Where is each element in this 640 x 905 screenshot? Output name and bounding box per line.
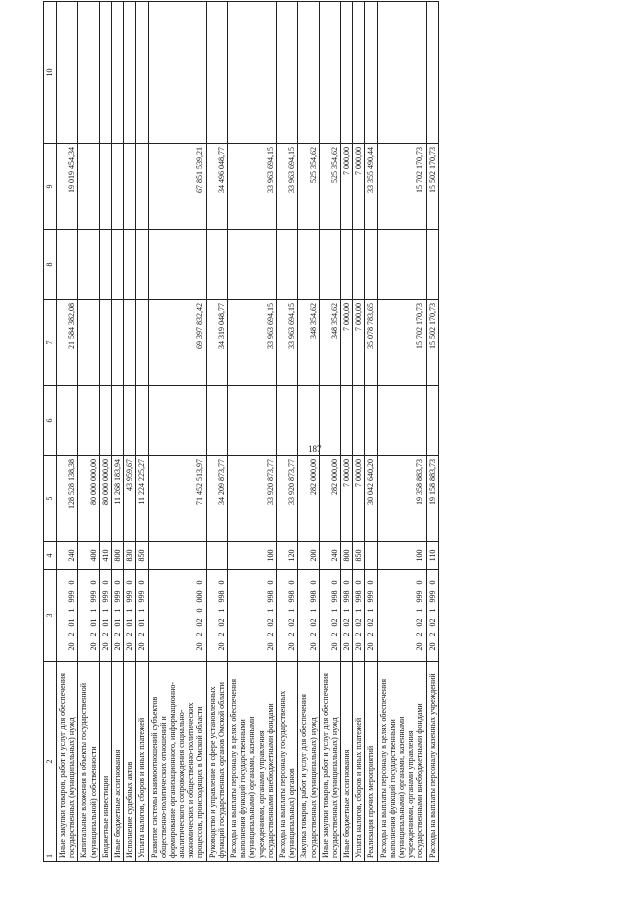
kvr-cell: 830 [124, 542, 136, 570]
amount-cell: 34 209 873,77 [206, 456, 227, 542]
kvr-cell [365, 542, 377, 570]
amount-cell: 80 000 000,00 [99, 456, 111, 542]
amount-cell [319, 2, 340, 144]
amount-cell [78, 144, 99, 230]
kvr-cell: 800 [111, 542, 123, 570]
kvr-cell: 240 [319, 542, 340, 570]
amount-cell: 348 354,62 [298, 300, 319, 386]
table-row [341, 2, 353, 862]
amount-cell [377, 2, 426, 144]
amount-cell [111, 144, 123, 230]
amount-cell [99, 386, 111, 456]
amount-cell: 19 158 883,73 [426, 456, 438, 542]
table-row [319, 2, 340, 862]
name-cell: Развитие системы взаимоотношений субъектов общественно-политических отношений и формирование организационного, информационно-аналитического сопровождения социально-экономических и общественно-политических процессов, происходящих в Омской области [148, 662, 206, 862]
amount-cell: 33 963 694,15 [276, 300, 297, 386]
amount-cell [111, 386, 123, 456]
kvr-cell: 410 [99, 542, 111, 570]
kvr-cell: 120 [276, 542, 297, 570]
amount-cell: 15 702 170,73 [377, 300, 426, 386]
header-cell: 4 [44, 542, 57, 570]
page-number: 187 [308, 444, 322, 454]
amount-cell: 33 963 694,15 [228, 300, 277, 386]
table-row [111, 2, 123, 862]
amount-cell [111, 300, 123, 386]
budget-table [43, 1, 439, 862]
amount-cell: 67 851 539,21 [148, 144, 206, 230]
header-cell: 2 [44, 662, 57, 862]
name-cell: Расходы на выплаты персоналу казенных учреждений [426, 662, 438, 862]
amount-cell [298, 2, 319, 144]
table-row [298, 2, 319, 862]
amount-cell [124, 386, 136, 456]
amount-cell [276, 386, 297, 456]
amount-cell: 30 042 640,20 [365, 456, 377, 542]
amount-cell [365, 230, 377, 300]
amount-cell [341, 230, 353, 300]
amount-cell: 7 000,00 [353, 144, 365, 230]
kvr-cell: 110 [426, 542, 438, 570]
code-cell: 20 2 01 1 999 0 [136, 570, 148, 662]
amount-cell: 33 920 873,77 [276, 456, 297, 542]
name-cell: Исполнение судебных актов [124, 662, 136, 862]
code-cell: 20 2 02 1 998 0 [298, 570, 319, 662]
table-row [206, 2, 227, 862]
header-cell: 9 [44, 144, 57, 230]
amount-cell [78, 386, 99, 456]
amount-cell [228, 386, 277, 456]
amount-cell: 43 959,67 [124, 456, 136, 542]
amount-cell [426, 230, 438, 300]
name-cell: Бюджетные инвестиции [99, 662, 111, 862]
amount-cell [298, 386, 319, 456]
amount-cell: 33 963 694,15 [228, 144, 277, 230]
amount-cell: 80 000 000,00 [78, 456, 99, 542]
amount-cell [99, 144, 111, 230]
amount-cell [78, 2, 99, 144]
table-row [228, 2, 277, 862]
amount-cell [426, 2, 438, 144]
amount-cell [298, 230, 319, 300]
name-cell: Капитальные вложения в объекты государственной (муниципальной) собственности [78, 662, 99, 862]
amount-cell [111, 2, 123, 144]
code-cell: 20 2 02 1 999 0 [365, 570, 377, 662]
amount-cell [206, 2, 227, 144]
header-cell: 6 [44, 386, 57, 456]
kvr-cell: 850 [136, 542, 148, 570]
name-cell: Иные бюджетные ассигнования [111, 662, 123, 862]
amount-cell [353, 230, 365, 300]
amount-cell: 15 702 170,73 [377, 144, 426, 230]
name-cell: Расходы на выплаты персоналу государственных (муниципальных) органов [276, 662, 297, 862]
amount-cell: 11 268 183,94 [111, 456, 123, 542]
table-row [57, 2, 78, 862]
amount-cell [426, 386, 438, 456]
table-row [78, 2, 99, 862]
amount-cell: 11 224 225,27 [136, 456, 148, 542]
kvr-cell: 100 [228, 542, 277, 570]
amount-cell: 15 502 170,73 [426, 144, 438, 230]
amount-cell [276, 2, 297, 144]
kvr-cell: 800 [341, 542, 353, 570]
name-cell: Руководство и управление в сфере установленных функций государственных органов Омской области [206, 662, 227, 862]
kvr-cell: 400 [78, 542, 99, 570]
amount-cell: 33 920 873,77 [228, 456, 277, 542]
amount-cell: 19 019 454,34 [57, 144, 78, 230]
amount-cell [377, 230, 426, 300]
amount-cell [148, 2, 206, 144]
code-cell: 20 2 02 1 998 0 [319, 570, 340, 662]
amount-cell: 7 000,00 [353, 300, 365, 386]
amount-cell [136, 144, 148, 230]
code-cell: 20 2 01 1 999 0 [78, 570, 99, 662]
code-cell: 20 2 02 0 000 0 [148, 570, 206, 662]
amount-cell [353, 386, 365, 456]
table-row [365, 2, 377, 862]
amount-cell [57, 386, 78, 456]
kvr-cell: 100 [377, 542, 426, 570]
amount-cell [111, 230, 123, 300]
table-row [276, 2, 297, 862]
amount-cell [99, 300, 111, 386]
amount-cell: 282 000,00 [298, 456, 319, 542]
amount-cell [276, 230, 297, 300]
amount-cell: 525 354,62 [298, 144, 319, 230]
amount-cell [206, 386, 227, 456]
amount-cell [57, 230, 78, 300]
amount-cell [78, 230, 99, 300]
amount-cell [78, 300, 99, 386]
amount-cell [319, 230, 340, 300]
amount-cell [228, 230, 277, 300]
kvr-cell [206, 542, 227, 570]
amount-cell: 34 319 048,77 [206, 300, 227, 386]
kvr-cell: 200 [298, 542, 319, 570]
code-cell: 20 2 02 1 998 0 [353, 570, 365, 662]
code-cell: 20 2 01 1 999 0 [99, 570, 111, 662]
amount-cell: 7 000,00 [341, 144, 353, 230]
amount-cell: 15 502 170,73 [426, 300, 438, 386]
amount-cell: 282 000,00 [319, 456, 340, 542]
amount-cell [99, 230, 111, 300]
table-row [136, 2, 148, 862]
amount-cell: 348 354,62 [319, 300, 340, 386]
code-cell: 20 2 02 1 998 0 [341, 570, 353, 662]
amount-cell: 69 397 832,42 [148, 300, 206, 386]
amount-cell [136, 230, 148, 300]
amount-cell: 34 496 048,77 [206, 144, 227, 230]
amount-cell [124, 144, 136, 230]
table-row [124, 2, 136, 862]
amount-cell [124, 2, 136, 144]
amount-cell [341, 2, 353, 144]
amount-cell [206, 230, 227, 300]
amount-cell: 19 358 883,73 [377, 456, 426, 542]
amount-cell [136, 300, 148, 386]
name-cell: Иные закупки товаров, работ и услуг для обеспечения государственных (муниципальных) нужд [319, 662, 340, 862]
name-cell: Реализация прочих мероприятий [365, 662, 377, 862]
table-row [353, 2, 365, 862]
amount-cell [377, 386, 426, 456]
amount-cell [124, 230, 136, 300]
amount-cell: 128 528 138,38 [57, 456, 78, 542]
amount-cell [136, 386, 148, 456]
amount-cell [148, 386, 206, 456]
amount-cell [365, 2, 377, 144]
code-cell: 20 2 02 1 998 0 [276, 570, 297, 662]
amount-cell: 7 000,00 [341, 300, 353, 386]
amount-cell [99, 2, 111, 144]
code-cell: 20 2 02 1 999 0 [377, 570, 426, 662]
amount-cell: 33 963 694,15 [276, 144, 297, 230]
name-cell: Иные закупки товаров, работ и услуг для обеспечения государственных (муниципальных) нужд [57, 662, 78, 862]
amount-cell: 7 000,00 [353, 456, 365, 542]
amount-cell [353, 2, 365, 144]
amount-cell [319, 386, 340, 456]
header-cell: 10 [44, 2, 57, 144]
amount-cell: 7 000,00 [341, 456, 353, 542]
name-cell: Иные бюджетные ассигнования [341, 662, 353, 862]
amount-cell: 21 584 382,08 [57, 300, 78, 386]
amount-cell: 35 078 783,65 [365, 300, 377, 386]
amount-cell: 71 452 513,97 [148, 456, 206, 542]
kvr-cell: 240 [57, 542, 78, 570]
rotated-page [43, 2, 640, 862]
amount-cell [341, 386, 353, 456]
amount-cell [124, 300, 136, 386]
code-cell: 20 2 01 1 999 0 [57, 570, 78, 662]
kvr-cell [148, 542, 206, 570]
amount-cell [136, 2, 148, 144]
amount-cell: 525 354,62 [319, 144, 340, 230]
header-cell: 8 [44, 230, 57, 300]
code-cell: 20 2 02 1 999 0 [426, 570, 438, 662]
code-cell: 20 2 02 1 998 0 [206, 570, 227, 662]
name-cell: Расходы на выплаты персоналу в целях обеспечения выполнения функций государственными (муниципальными) органами, казенными учреждениями, органами управления государственными внебюджетными фондами [228, 662, 277, 862]
code-cell: 20 2 01 1 999 0 [124, 570, 136, 662]
table-row [148, 2, 206, 862]
name-cell: Уплата налогов, сборов и иных платежей [136, 662, 148, 862]
table-row [377, 2, 426, 862]
amount-cell [148, 230, 206, 300]
header-cell: 7 [44, 300, 57, 386]
amount-cell [228, 2, 277, 144]
table-row [99, 2, 111, 862]
header-cell: 5 [44, 456, 57, 542]
name-cell: Уплата налогов, сборов и иных платежей [353, 662, 365, 862]
amount-cell: 33 355 490,44 [365, 144, 377, 230]
table-row [426, 2, 438, 862]
amount-cell [365, 386, 377, 456]
amount-cell [57, 2, 78, 144]
header-cell: 3 [44, 570, 57, 662]
code-cell: 20 2 02 1 998 0 [228, 570, 277, 662]
name-cell: Закупка товаров, работ и услуг для обеспечения государственных (муниципальных) нужд [298, 662, 319, 862]
code-cell: 20 2 01 1 999 0 [111, 570, 123, 662]
kvr-cell: 850 [353, 542, 365, 570]
header-row: 1 2 3 4 5 6 7 8 9 10 [44, 2, 57, 862]
name-cell: Расходы на выплаты персоналу в целях обеспечения выполнения функций государственными (муниципальными) органами, казенными учреждениями, органами управления государственными внебюджетными фондами [377, 662, 426, 862]
